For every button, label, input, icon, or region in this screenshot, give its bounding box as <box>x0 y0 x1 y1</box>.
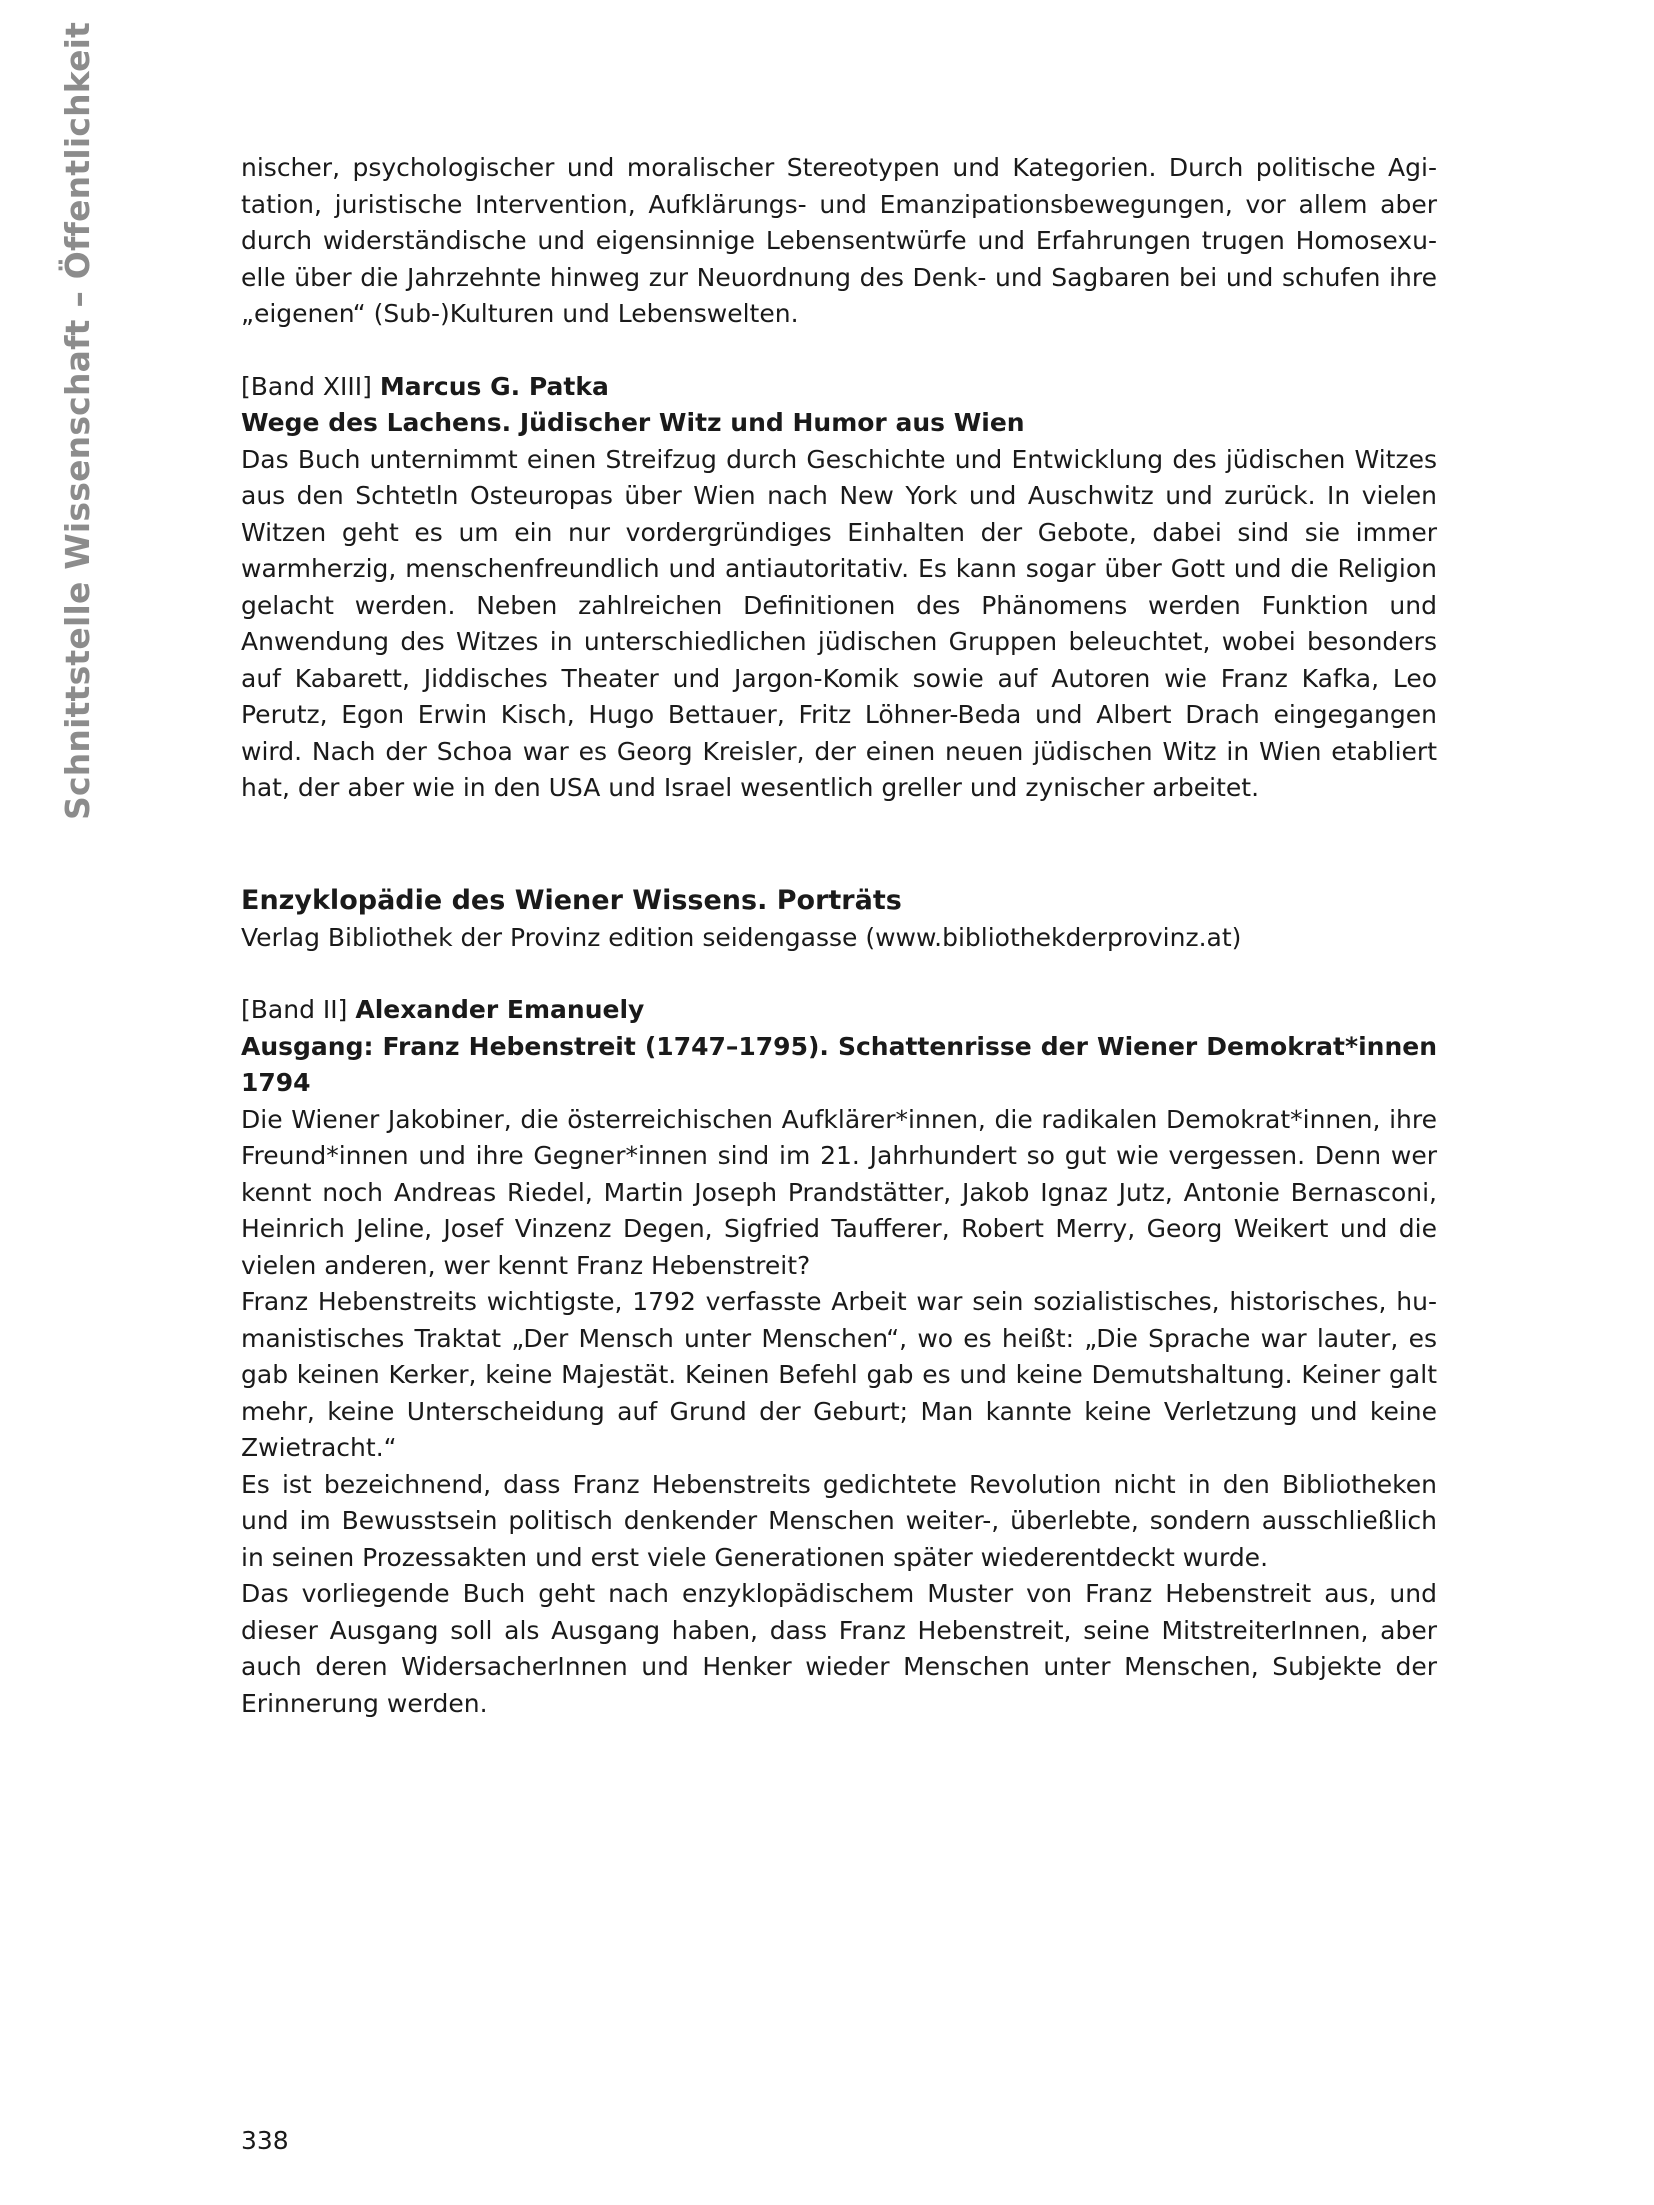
series-publisher: Verlag Bibliothek der Provinz edition seidengasse (www.bibliothekderprovinz.at) <box>241 922 1242 952</box>
page-body <box>241 150 1437 1722</box>
book-description-paragraph: Es ist bezeichnend, dass Franz Hebenstreits gedichtete Revolution nicht in den Bibliotheken und im Bewusstsein politisch denkender Menschen weiter-, überlebte, sondern ausschließlich in seinen Prozessakten und erst viele Generationen später wiederentdeckt wurde. <box>241 1469 1437 1572</box>
page-number: 338 <box>241 2126 289 2155</box>
band-label: [Band XIII] <box>241 371 372 401</box>
entry-heading <box>241 992 1437 1029</box>
book-description-paragraph: Franz Hebenstreits wichtigste, 1792 verfasste Arbeit war sein sozialistisches, historisches, humanistisches Traktat „Der Mensch unter Menschen“, wo es heißt: „Die Sprache war lauter, es gab keinen Kerker, keine Majestät. Keinen Befehl gab es und keine Demutshaltung. Keiner galt mehr, keine Unterscheidung auf Grund der Geburt; Man kannte keine Verletzung und keine Zwietracht.“ <box>241 1287 1437 1462</box>
book-entry-band-2 <box>241 992 1437 1722</box>
book-description-paragraph: Das vorliegende Buch geht nach enzyklopädischem Muster von Franz Hebenstreit aus, und dieser Ausgang soll als Ausgang haben, dass Franz Hebenstreit, seine MitstreiterInnen, aber auch deren WidersacherInnen und Henker wieder Menschen unter Menschen, Subjekte der Erinnerung werden. <box>241 1579 1437 1718</box>
book-description: Das Buch unternimmt einen Streifzug durch Geschichte und Entwicklung des jüdischen Witzes aus den Schtetln Osteuropas über Wien nach New York und Auschwitz und zurück. In vielen Witzen geht es um ein nur vordergründiges Einhalten der Gebote, dabei sind sie immer warmherzig, menschenfreundlich und antiautoritativ. Es kann sogar über Gott und die Religion gelacht werden. Neben zahlreichen Definitionen des Phänomens werden Funktion und Anwendung des Witzes in unterschiedlichen jüdischen Gruppen beleuchtet, wobei besonders auf Kabarett, Jiddisches Theater und Jargon-Komik sowie auf Autoren wie Franz Kafka, Leo Perutz, Egon Erwin Kisch, Hugo Bettauer, Fritz Löhner-Beda und Albert Drach eingegangen wird. Nach der Schoa war es Georg Kreisler, der einen neuen jüdischen Witz in Wien etabliert hat, der aber wie in den USA und Israel wesentlich greller und zynischer arbeitet. <box>241 444 1437 802</box>
series-title: Enzyklopädie des Wiener Wissens. Porträts <box>241 884 902 916</box>
book-entry-band-13 <box>241 369 1437 807</box>
author-name: Marcus G. Patka <box>379 371 609 401</box>
intro-paragraph: nischer, psychologischer und moralischer Stereotypen und Kategorien. Durch politische Agitation, juristische Intervention, Aufklärungs- und Emanzipationsbewegungen, vor allem aber durch widerständische und eigensinnige Lebensentwürfe und Erfahrungen trugen Homosexuelle über die Jahrzehnte hinweg zur Neuordnung des Denk- und Sagbaren bei und schufen ihre „eigenen“ (Sub-)Kulturen und Lebenswelten. <box>241 153 1437 328</box>
book-title: Ausgang: Franz Hebenstreit (1747–1795). Schattenrisse der Wiener Demokrat*innen 1794 <box>241 1031 1437 1097</box>
book-description-paragraph: Die Wiener Jakobiner, die österreichischen Aufklärer*innen, die radikalen Demokrat*innen, ihre Freund*innen und ihre Gegner*innen sind im 21. Jahrhundert so gut wie vergessen. Denn wer kennt noch Andreas Riedel, Martin Joseph Prandstätter, Jakob Ignaz Jutz, Antonie Bernasconi, Heinrich Jeline, Josef Vinzenz Degen, Sigfried Taufferer, Robert Merry, Georg Weikert und die vielen anderen, wer kennt Franz Hebenstreit? <box>241 1104 1437 1280</box>
band-label: [Band II] <box>241 995 348 1024</box>
book-title: Wege des Lachens. Jüdischer Witz und Humor aus Wien <box>241 408 1025 437</box>
running-head-vertical: Schnittstelle Wissenschaft – Öffentlichkeit <box>58 21 97 820</box>
series-heading-block <box>241 882 1437 957</box>
entry-heading <box>241 369 1437 406</box>
author-name: Alexander Emanuely <box>355 995 645 1024</box>
